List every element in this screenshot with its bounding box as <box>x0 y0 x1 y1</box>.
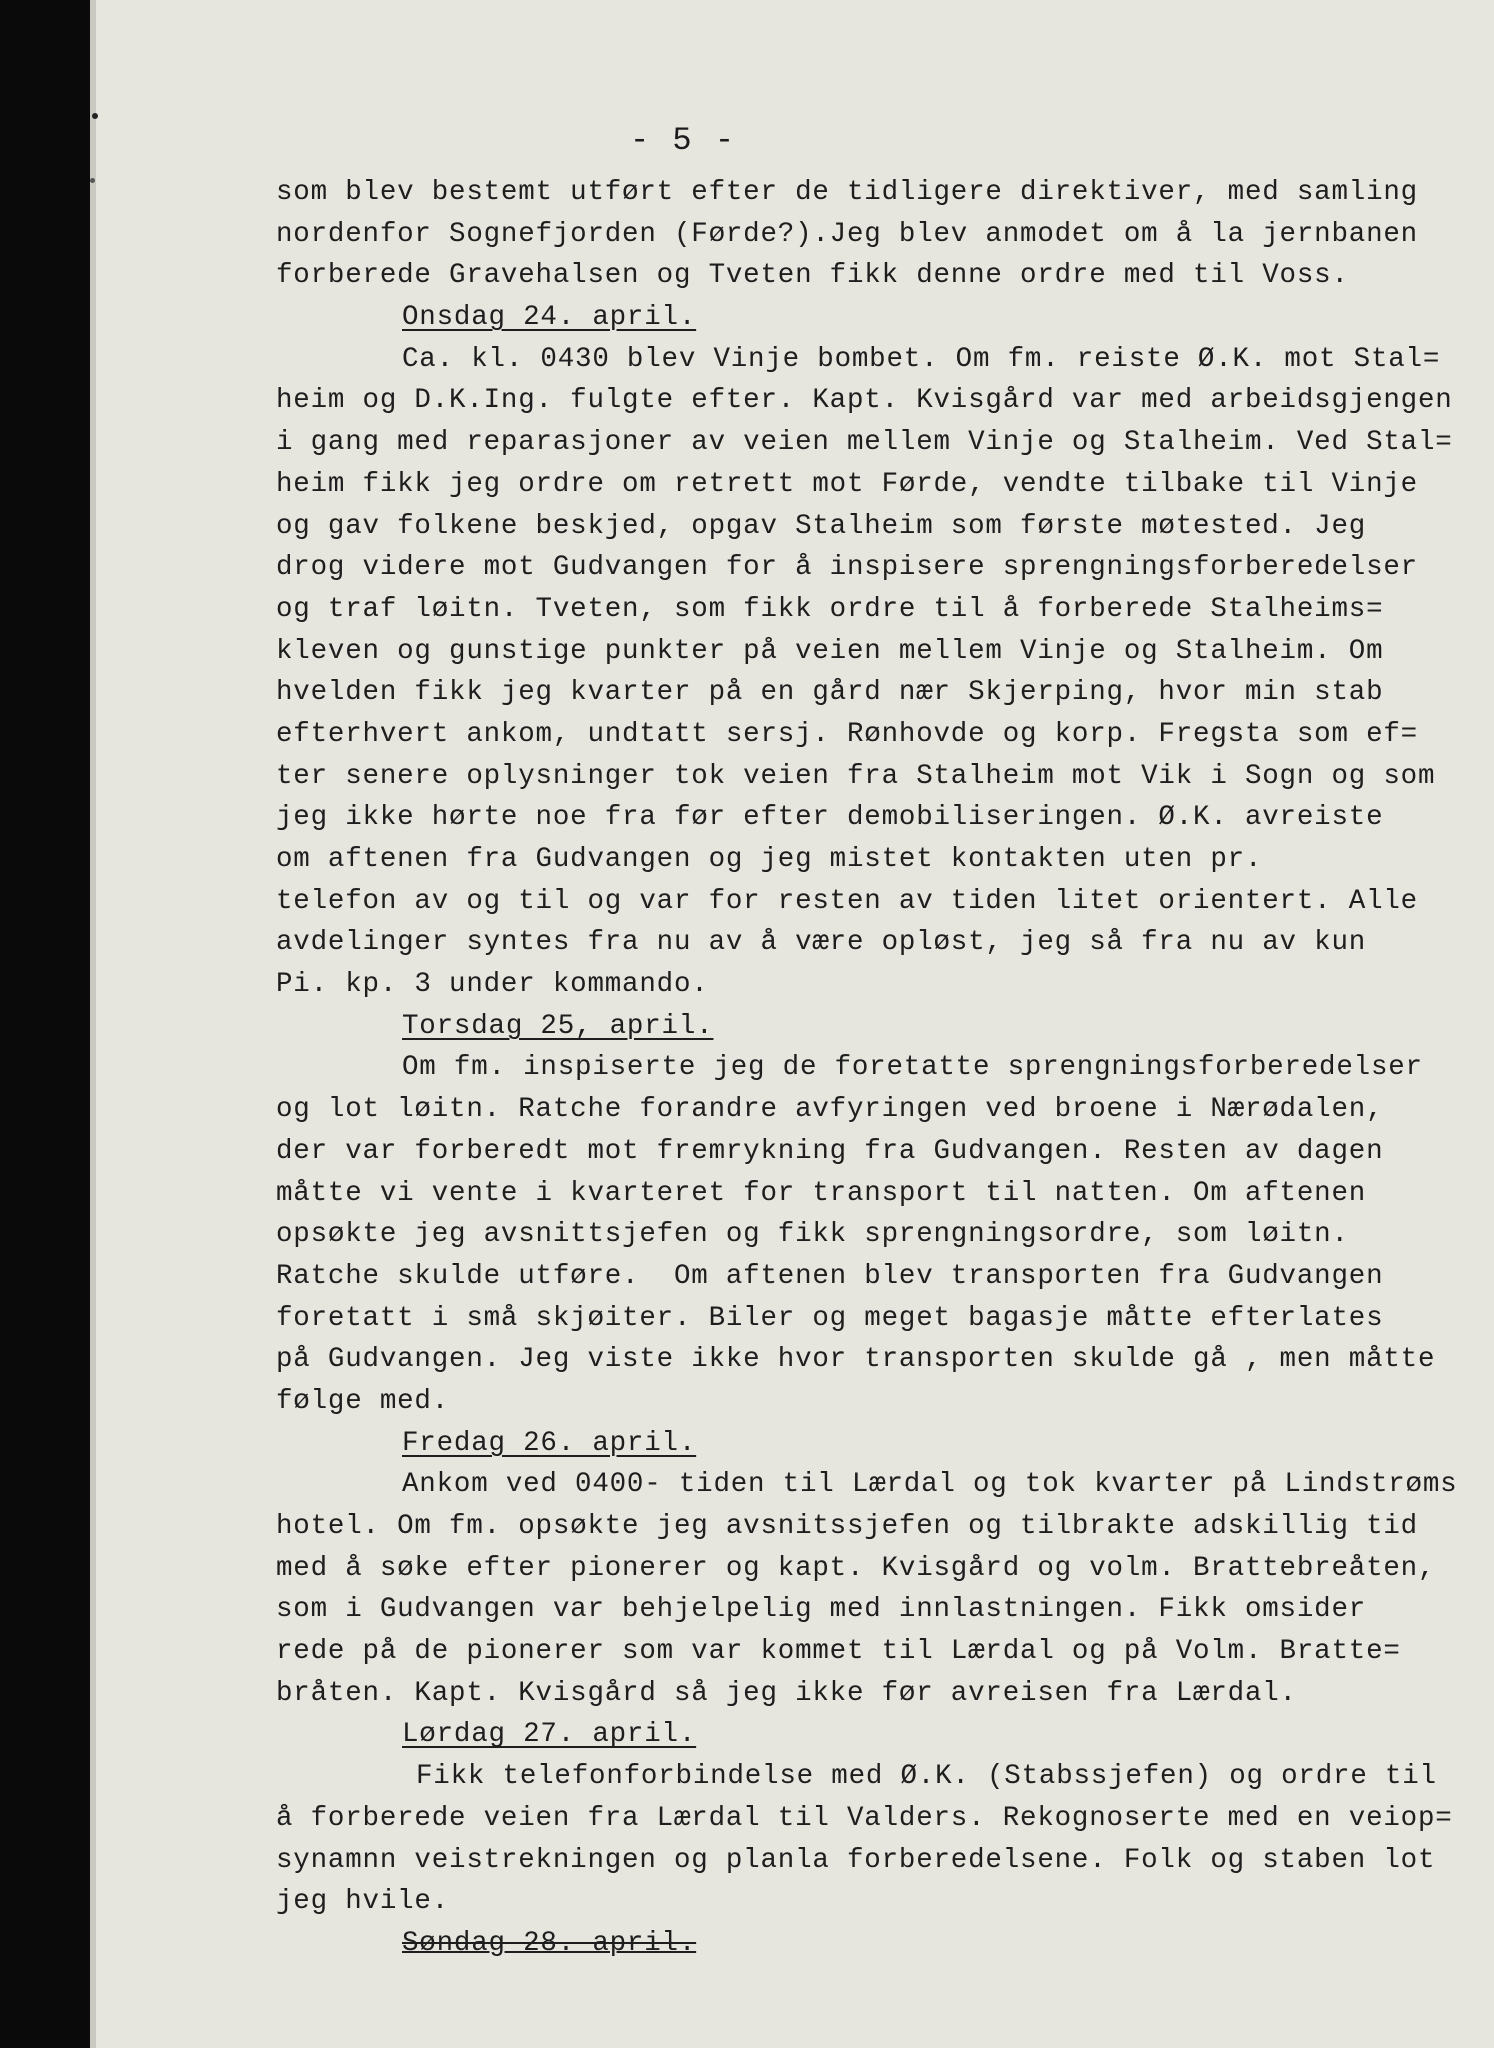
date-heading-text: Søndag 28. april. <box>402 1927 697 1959</box>
text-line <box>276 756 1436 798</box>
text-line-content: ter senere oplysninger tok veien fra Stalheim mot Vik i Sogn og som <box>276 760 1436 792</box>
text-line <box>276 380 1453 422</box>
text-line <box>276 1256 1426 1298</box>
date-heading <box>276 297 1426 339</box>
text-line-content: telefon av og til og var for resten av tiden litet orientert. Alle <box>276 885 1418 917</box>
text-line <box>276 1840 1436 1882</box>
text-line <box>276 672 1426 714</box>
text-line <box>276 1173 1426 1215</box>
text-line <box>276 881 1426 923</box>
text-line-content: efterhvert ankom, undtatt sersj. Rønhovde og korp. Fregsta som ef= <box>276 718 1418 750</box>
text-line <box>276 1089 1426 1131</box>
text-line <box>276 255 1426 297</box>
text-line-content: Fikk telefonforbindelse med Ø.K. (Stabssjefen) og ordre til <box>416 1761 1437 1793</box>
text-line-content: Pi. kp. 3 under kommando. <box>276 969 709 1001</box>
text-line <box>276 1381 1426 1423</box>
text-line-content: og lot løitn. Ratche forandre avfyringen ved broene i Nærødalen, <box>276 1094 1384 1126</box>
text-line <box>276 464 1426 506</box>
date-heading-text: Lørdag 27. april. <box>402 1719 697 1751</box>
text-line-content: nordenfor Sognefjorden (Førde?).Jeg blev anmodet om å la jernbanen <box>276 218 1418 250</box>
text-line-content: som i Gudvangen var behjelpelig med innlastningen. Fikk omsider <box>276 1594 1367 1626</box>
date-heading-text: Fredag 26. april. <box>402 1427 697 1459</box>
text-line-content: avdelinger syntes fra nu av å være opløst, jeg så fra nu av kun <box>276 927 1367 959</box>
text-line-content: synamnn veistrekningen og planla forberedelsene. Folk og staben lot <box>276 1844 1436 1876</box>
date-heading-text: Torsdag 25, april. <box>402 1010 714 1042</box>
text-line <box>276 1298 1426 1340</box>
text-line <box>276 422 1453 464</box>
text-line <box>276 797 1426 839</box>
text-line-content: heim og D.K.Ing. fulgte efter. Kapt. Kvisgård var med arbeidsgjengen <box>276 385 1453 417</box>
text-line <box>276 1339 1436 1381</box>
text-line-content: bråten. Kapt. Kvisgård så jeg ikke før avreisen fra Lærdal. <box>276 1677 1297 1709</box>
text-line <box>276 1881 1426 1923</box>
text-line-content: hotel. Om fm. opsøkte jeg avsnitssjefen og tilbrakte adskillig tid <box>276 1511 1418 1542</box>
text-line <box>276 1131 1426 1173</box>
text-line <box>276 1047 1426 1089</box>
text-line-content: opsøkte jeg avsnittsjefen og fikk sprengningsordre, som løitn. <box>276 1219 1349 1251</box>
date-heading <box>276 1923 1426 1965</box>
text-line-content: Ratche skulde utføre. Om aftenen blev transporten fra Gudvangen <box>276 1260 1384 1292</box>
text-line <box>276 1589 1426 1631</box>
text-line-content: der var forberedt mot fremrykning fra Gudvangen. Resten av dagen <box>276 1135 1384 1167</box>
binder-hole-mark <box>92 113 98 119</box>
typed-text-body <box>276 172 1458 1965</box>
text-line <box>276 922 1426 964</box>
text-line <box>276 1631 1426 1673</box>
paper-edge <box>90 0 96 2048</box>
text-line-content: som blev bestemt utført efter de tidligere direktiver, med samling <box>276 177 1418 208</box>
page-number: - 5 - <box>630 122 737 159</box>
text-line-content: om aftenen fra Gudvangen og jeg mistet kontakten uten pr. <box>276 844 1263 875</box>
text-line-content: forberede Gravehalsen og Tveten fikk denne ordre med til Voss. <box>276 260 1349 292</box>
text-line <box>276 1464 1458 1506</box>
text-line <box>276 214 1426 256</box>
text-line <box>276 964 1426 1006</box>
binder-hole-mark <box>90 178 95 183</box>
text-line-content: å forberede veien fra Lærdal til Valders. Rekognoserte med en veiop= <box>276 1802 1453 1834</box>
text-line <box>276 1756 1437 1798</box>
text-line <box>276 589 1426 631</box>
text-line-content: drog videre mot Gudvangen for å inspisere sprengningsforberedelser <box>276 552 1418 584</box>
text-line <box>276 1673 1426 1715</box>
text-line-content: kleven og gunstige punkter på veien mellem Vinje og Stalheim. Om <box>276 635 1384 667</box>
date-heading-text: Onsdag 24. april. <box>402 302 697 334</box>
text-line-content: måtte vi vente i kvarteret for transport til natten. Om aftenen <box>276 1177 1367 1209</box>
text-line <box>276 547 1426 589</box>
text-line <box>276 506 1426 548</box>
text-line-content: på Gudvangen. Jeg viste ikke hvor transporten skulde gå , men måtte <box>276 1344 1436 1376</box>
date-heading <box>276 1714 1426 1756</box>
text-line-content: og gav folkene beskjed, opgav Stalheim som første møtested. Jeg <box>276 510 1367 542</box>
text-line-content: Ankom ved 0400- tiden til Lærdal og tok kvarter på Lindstrøms <box>402 1469 1458 1501</box>
text-line-content: og traf løitn. Tveten, som fikk ordre til å forberede Stalheims= <box>276 593 1384 625</box>
text-line <box>276 714 1426 756</box>
text-line-content: rede på de pionerer som var kommet til Lærdal og på Volm. Bratte= <box>276 1636 1401 1668</box>
text-line-content: Om fm. inspiserte jeg de foretatte sprengningsforberedelser <box>402 1052 1423 1084</box>
text-line <box>276 1506 1426 1548</box>
date-heading <box>276 1006 1426 1048</box>
text-line-content: i gang med reparasjoner av veien mellem Vinje og Stalheim. Ved Stal= <box>276 427 1453 459</box>
text-line <box>276 1548 1436 1590</box>
text-line <box>276 1798 1453 1840</box>
text-line-content: følge med. <box>276 1385 450 1417</box>
text-line-content: Ca. kl. 0430 blev Vinje bombet. Om fm. reiste Ø.K. mot Stal= <box>402 343 1441 375</box>
text-line-content: jeg ikke hørte noe fra før efter demobiliseringen. Ø.K. avreiste <box>276 802 1384 834</box>
date-heading <box>276 1423 1426 1465</box>
text-line <box>276 339 1441 381</box>
text-line <box>276 172 1426 214</box>
text-line <box>276 839 1426 881</box>
text-line-content: hvelden fikk jeg kvarter på en gård nær Skjerping, hvor min stab <box>276 677 1384 709</box>
text-line-content: jeg hvile. <box>276 1886 450 1918</box>
text-line <box>276 1214 1426 1256</box>
text-line-content: foretatt i små skjøiter. Biler og meget bagasje måtte efterlates <box>276 1302 1384 1334</box>
text-line-content: med å søke efter pionerer og kapt. Kvisgård og volm. Brattebreåten, <box>276 1552 1436 1584</box>
text-line <box>276 631 1426 673</box>
text-line-content: heim fikk jeg ordre om retrett mot Førde, vendte tilbake til Vinje <box>276 468 1418 500</box>
